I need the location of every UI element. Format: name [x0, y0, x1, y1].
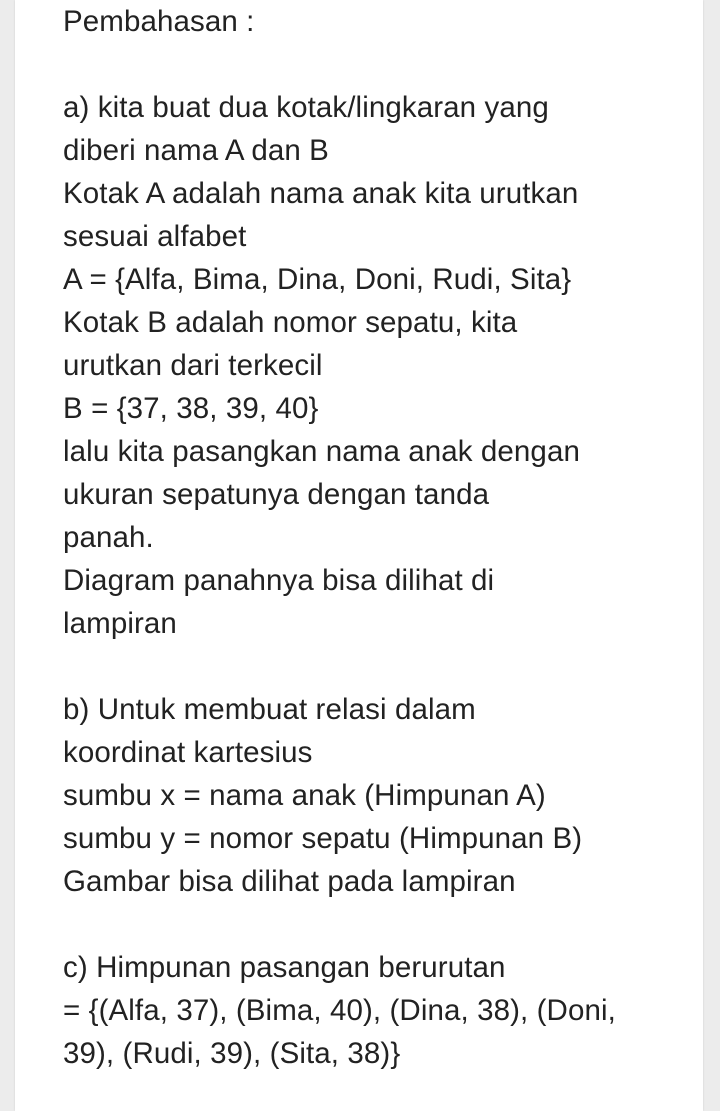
section-a-line: Kotak A adalah nama anak kita urutkan — [63, 177, 579, 210]
ordered-pairs: = {(Alfa, 37), (Bima, 40), (Dina, 38), (Doni, — [63, 994, 616, 1027]
y-axis-definition: sumbu y = nomor sepatu (Himpunan B) — [63, 822, 583, 855]
spacer — [63, 43, 720, 86]
set-b-definition: B = {37, 38, 39, 40} — [63, 392, 319, 425]
set-a-definition: A = {Alfa, Bima, Dina, Doni, Rudi, Sita} — [63, 263, 572, 296]
section-a-line: lampiran — [63, 607, 177, 640]
section-a-line: diberi nama A dan B — [63, 134, 329, 167]
answer-card — [15, 0, 703, 1111]
section-b-line: Gambar bisa dilihat pada lampiran — [63, 865, 516, 898]
section-a-line: ukuran sepatunya dengan tanda — [63, 478, 490, 511]
section-b — [63, 688, 720, 903]
heading: Pembahasan : — [63, 5, 255, 38]
section-c-line: c) Himpunan pasangan berurutan — [63, 951, 506, 984]
section-a-line: panah. — [63, 521, 154, 554]
section-a-line: a) kita buat dua kotak/lingkaran yang — [63, 91, 549, 124]
section-b-line: b) Untuk membuat relasi dalam — [63, 693, 476, 726]
ordered-pairs: 39), (Rudi, 39), (Sita, 38)} — [63, 1037, 401, 1070]
x-axis-definition: sumbu x = nama anak (Himpunan A) — [63, 779, 546, 812]
section-a-line: Kotak B adalah nomor sepatu, kita — [63, 306, 518, 339]
answer-content — [63, 0, 720, 1075]
spacer — [63, 903, 720, 946]
section-a-line: Diagram panahnya bisa dilihat di — [63, 564, 495, 597]
spacer — [63, 645, 720, 688]
section-a-line: urutkan dari terkecil — [63, 349, 323, 382]
section-a-line: sesuai alfabet — [63, 220, 247, 253]
section-a — [63, 86, 720, 645]
section-b-line: koordinat kartesius — [63, 736, 313, 769]
section-c — [63, 946, 720, 1075]
section-a-line: lalu kita pasangkan nama anak dengan — [63, 435, 580, 468]
